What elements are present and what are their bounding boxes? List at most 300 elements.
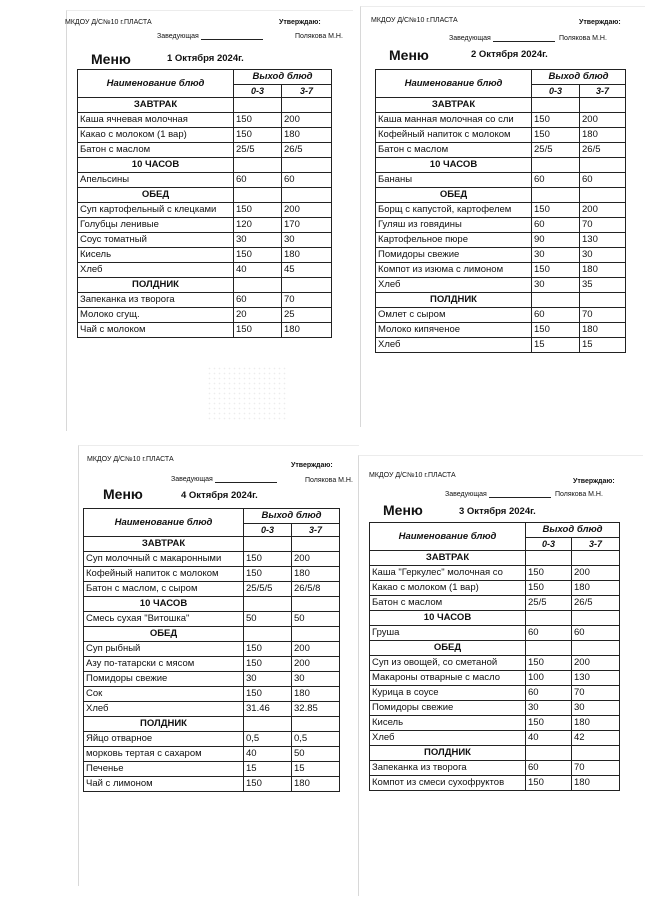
portion-0-3: 40 <box>526 731 572 746</box>
portion-3-7: 130 <box>580 233 626 248</box>
portion-3-7: 32.85 <box>292 702 340 717</box>
head-label: Заведующая <box>157 33 265 40</box>
dish-name: Какао с молоком (1 вар) <box>78 128 234 143</box>
portion-3-7: 200 <box>292 642 340 657</box>
approved-label: Утверждаю: <box>579 19 621 26</box>
portion-0-3: 150 <box>234 203 282 218</box>
section-row <box>84 717 340 732</box>
org-name: МКДОУ Д/С№10 г.ПЛАСТА <box>369 472 456 479</box>
menu-table <box>83 508 340 792</box>
empty-cell <box>580 158 626 173</box>
portion-0-3: 25/5 <box>526 596 572 611</box>
portion-0-3: 150 <box>526 581 572 596</box>
dish-name: Каша "Геркулес" молочная со <box>370 566 526 581</box>
dish-row <box>370 656 620 671</box>
dish-name: Хлеб <box>376 338 532 353</box>
portion-0-3: 150 <box>532 113 580 128</box>
dish-row <box>78 173 332 188</box>
portion-0-3: 150 <box>234 323 282 338</box>
dish-row <box>84 687 340 702</box>
dish-name: Суп молочный с макаронными <box>84 552 244 567</box>
section-title: 10 ЧАСОВ <box>370 611 526 626</box>
portion-3-7: 180 <box>292 777 340 792</box>
empty-cell <box>244 717 292 732</box>
head-label: Заведующая <box>449 35 557 42</box>
empty-cell <box>292 597 340 612</box>
dish-name: Кофейный напиток с молоком <box>376 128 532 143</box>
section-row <box>84 597 340 612</box>
menu-sheet-oct-4 <box>78 445 359 886</box>
section-title: 10 ЧАСОВ <box>84 597 244 612</box>
dish-name: Запеканка из творога <box>370 761 526 776</box>
empty-cell <box>580 293 626 308</box>
dish-row <box>370 671 620 686</box>
menu-sheet-oct-2 <box>360 6 645 427</box>
portion-3-7: 200 <box>282 203 332 218</box>
dish-row <box>84 612 340 627</box>
empty-cell <box>244 537 292 552</box>
dish-row <box>78 113 332 128</box>
age-group-0-3: 0-3 <box>532 85 580 98</box>
dish-row <box>84 567 340 582</box>
dish-name: Картофельное пюре <box>376 233 532 248</box>
dish-row <box>78 218 332 233</box>
dish-row <box>370 731 620 746</box>
head-name: Полякова М.Н. <box>555 491 603 498</box>
dish-name: Груша <box>370 626 526 641</box>
portion-3-7: 60 <box>580 173 626 188</box>
age-group-0-3: 0-3 <box>244 524 292 537</box>
portion-0-3: 150 <box>244 567 292 582</box>
portion-3-7: 70 <box>572 686 620 701</box>
dish-name: Кисель <box>78 248 234 263</box>
dish-row <box>84 552 340 567</box>
portion-3-7: 180 <box>580 323 626 338</box>
dish-name: Апельсины <box>78 173 234 188</box>
dish-row <box>376 113 626 128</box>
dish-name: Печенье <box>84 762 244 777</box>
menu-table <box>77 69 332 338</box>
org-name: МКДОУ Д/С№10 г.ПЛАСТА <box>371 17 458 24</box>
signature-line <box>215 476 277 483</box>
section-title: ЗАВТРАК <box>78 98 234 113</box>
portion-3-7: 200 <box>292 552 340 567</box>
portion-0-3: 30 <box>234 233 282 248</box>
section-row <box>84 537 340 552</box>
empty-cell <box>572 746 620 761</box>
signature-line <box>493 35 555 42</box>
dish-row <box>370 626 620 641</box>
portion-3-7: 45 <box>282 263 332 278</box>
portion-3-7: 26/5 <box>580 143 626 158</box>
section-title: ОБЕД <box>78 188 234 203</box>
dish-row <box>376 218 626 233</box>
portion-3-7: 180 <box>282 248 332 263</box>
menu-table <box>375 69 626 353</box>
portion-0-3: 150 <box>526 716 572 731</box>
dish-row <box>376 263 626 278</box>
empty-cell <box>532 293 580 308</box>
portion-0-3: 30 <box>532 248 580 263</box>
dish-name: Каша манная молочная со сли <box>376 113 532 128</box>
portion-3-7: 30 <box>292 672 340 687</box>
empty-cell <box>532 158 580 173</box>
dish-row <box>370 776 620 791</box>
portion-0-3: 30 <box>532 278 580 293</box>
header-row <box>376 70 626 85</box>
portion-3-7: 200 <box>282 113 332 128</box>
col-output-header: Выход блюд <box>234 70 332 85</box>
portion-3-7: 180 <box>282 323 332 338</box>
dish-name: Суп из овощей, со сметаной <box>370 656 526 671</box>
dish-name: Хлеб <box>78 263 234 278</box>
dish-row <box>376 248 626 263</box>
portion-0-3: 150 <box>244 657 292 672</box>
approved-label: Утверждаю: <box>279 19 321 26</box>
dish-row <box>370 686 620 701</box>
portion-3-7: 180 <box>292 567 340 582</box>
age-group-3-7: 3-7 <box>292 524 340 537</box>
col-dish-header: Наименование блюд <box>370 523 526 551</box>
dish-row <box>370 761 620 776</box>
dish-row <box>84 702 340 717</box>
org-name: МКДОУ Д/С№10 г.ПЛАСТА <box>87 456 174 463</box>
dish-row <box>78 263 332 278</box>
portion-3-7: 130 <box>572 671 620 686</box>
dish-row <box>370 596 620 611</box>
section-row <box>370 746 620 761</box>
dish-row <box>84 642 340 657</box>
dish-row <box>78 128 332 143</box>
dish-name: Яйцо отварное <box>84 732 244 747</box>
head-label: Заведующая <box>445 491 553 498</box>
dish-row <box>84 747 340 762</box>
dish-name: Хлеб <box>376 278 532 293</box>
section-row <box>370 641 620 656</box>
portion-0-3: 40 <box>234 263 282 278</box>
portion-0-3: 150 <box>244 552 292 567</box>
dish-name: Батон с маслом <box>370 596 526 611</box>
menu-sheet-oct-1 <box>66 10 353 431</box>
dish-name: Омлет с сыром <box>376 308 532 323</box>
dish-row <box>78 248 332 263</box>
dish-name: Макароны отварные с масло <box>370 671 526 686</box>
section-title: ОБЕД <box>84 627 244 642</box>
portion-3-7: 170 <box>282 218 332 233</box>
section-row <box>78 278 332 293</box>
portion-3-7: 30 <box>282 233 332 248</box>
dish-row <box>84 732 340 747</box>
portion-0-3: 15 <box>244 762 292 777</box>
portion-3-7: 25 <box>282 308 332 323</box>
portion-0-3: 20 <box>234 308 282 323</box>
dish-name: Бананы <box>376 173 532 188</box>
section-row <box>370 611 620 626</box>
dish-name: Запеканка из творога <box>78 293 234 308</box>
dish-row <box>370 581 620 596</box>
dish-row <box>84 777 340 792</box>
empty-cell <box>234 158 282 173</box>
dish-name: Молоко кипяченое <box>376 323 532 338</box>
dish-name: Кофейный напиток с молоком <box>84 567 244 582</box>
portion-3-7: 180 <box>572 776 620 791</box>
portion-0-3: 25/5 <box>234 143 282 158</box>
dish-row <box>376 308 626 323</box>
section-row <box>84 627 340 642</box>
dish-name: Суп рыбный <box>84 642 244 657</box>
empty-cell <box>292 717 340 732</box>
portion-3-7: 70 <box>580 218 626 233</box>
portion-3-7: 180 <box>292 687 340 702</box>
age-group-3-7: 3-7 <box>572 538 620 551</box>
dish-name: Помидоры свежие <box>370 701 526 716</box>
dish-name: Суп картофельный с клецками <box>78 203 234 218</box>
portion-0-3: 150 <box>234 248 282 263</box>
head-name: Полякова М.Н. <box>305 477 353 484</box>
portion-0-3: 60 <box>532 218 580 233</box>
col-dish-header: Наименование блюд <box>78 70 234 98</box>
dish-row <box>84 762 340 777</box>
age-group-0-3: 0-3 <box>526 538 572 551</box>
portion-3-7: 60 <box>572 626 620 641</box>
dish-row <box>370 566 620 581</box>
empty-cell <box>572 611 620 626</box>
portion-0-3: 150 <box>234 113 282 128</box>
dish-row <box>78 293 332 308</box>
portion-0-3: 31.46 <box>244 702 292 717</box>
dish-row <box>370 716 620 731</box>
approved-label: Утверждаю: <box>573 478 615 485</box>
dish-row <box>376 323 626 338</box>
empty-cell <box>292 627 340 642</box>
portion-0-3: 30 <box>244 672 292 687</box>
dish-name: Курица в соусе <box>370 686 526 701</box>
dish-row <box>84 657 340 672</box>
col-output-header: Выход блюд <box>244 509 340 524</box>
portion-0-3: 60 <box>526 761 572 776</box>
portion-3-7: 200 <box>292 657 340 672</box>
dish-name: Батон с маслом <box>78 143 234 158</box>
menu-title: Меню <box>383 502 423 518</box>
section-title: 10 ЧАСОВ <box>78 158 234 173</box>
portion-3-7: 15 <box>292 762 340 777</box>
portion-0-3: 150 <box>526 656 572 671</box>
portion-0-3: 150 <box>234 128 282 143</box>
empty-cell <box>572 551 620 566</box>
menu-date: 3 Октября 2024г. <box>459 506 536 517</box>
portion-0-3: 150 <box>244 777 292 792</box>
dish-name: Каша ячневая молочная <box>78 113 234 128</box>
dish-name: Компот из смеси сухофруктов <box>370 776 526 791</box>
empty-cell <box>532 188 580 203</box>
portion-0-3: 100 <box>526 671 572 686</box>
dish-row <box>376 143 626 158</box>
dish-row <box>78 143 332 158</box>
dish-row <box>376 173 626 188</box>
menu-table <box>369 522 620 791</box>
dish-row <box>78 233 332 248</box>
dish-row <box>78 308 332 323</box>
portion-0-3: 60 <box>526 686 572 701</box>
portion-0-3: 150 <box>244 642 292 657</box>
dish-name: Голубцы ленивые <box>78 218 234 233</box>
section-row <box>78 98 332 113</box>
section-title: 10 ЧАСОВ <box>376 158 532 173</box>
dish-name: Кисель <box>370 716 526 731</box>
menu-date: 1 Октября 2024г. <box>167 53 244 64</box>
col-output-header: Выход блюд <box>526 523 620 538</box>
header-row <box>84 509 340 524</box>
empty-cell <box>244 597 292 612</box>
portion-0-3: 15 <box>532 338 580 353</box>
empty-cell <box>526 551 572 566</box>
header-row <box>78 70 332 85</box>
col-output-header: Выход блюд <box>532 70 626 85</box>
head-name: Полякова М.Н. <box>559 35 607 42</box>
portion-3-7: 180 <box>580 128 626 143</box>
portion-0-3: 60 <box>234 293 282 308</box>
section-title: ЗАВТРАК <box>370 551 526 566</box>
portion-3-7: 180 <box>572 581 620 596</box>
dish-name: Сок <box>84 687 244 702</box>
empty-cell <box>282 98 332 113</box>
empty-cell <box>580 188 626 203</box>
portion-3-7: 26/5 <box>572 596 620 611</box>
age-group-3-7: 3-7 <box>580 85 626 98</box>
org-name: МКДОУ Д/С№10 г.ПЛАСТА <box>65 19 152 26</box>
signature-line <box>201 33 263 40</box>
portion-0-3: 50 <box>244 612 292 627</box>
portion-0-3: 150 <box>532 203 580 218</box>
menu-title: Меню <box>91 51 131 67</box>
empty-cell <box>572 641 620 656</box>
section-row <box>376 188 626 203</box>
portion-0-3: 0,5 <box>244 732 292 747</box>
portion-3-7: 42 <box>572 731 620 746</box>
dish-name: Компот из изюма с лимоном <box>376 263 532 278</box>
portion-3-7: 180 <box>580 263 626 278</box>
dish-row <box>78 323 332 338</box>
section-row <box>78 158 332 173</box>
dish-row <box>376 233 626 248</box>
empty-cell <box>234 188 282 203</box>
portion-3-7: 180 <box>282 128 332 143</box>
portion-3-7: 30 <box>580 248 626 263</box>
scan-noise <box>207 366 287 421</box>
portion-3-7: 15 <box>580 338 626 353</box>
empty-cell <box>282 278 332 293</box>
portion-0-3: 150 <box>532 128 580 143</box>
portion-3-7: 200 <box>572 656 620 671</box>
dish-name: Гуляш из говядины <box>376 218 532 233</box>
empty-cell <box>234 98 282 113</box>
dish-row <box>376 203 626 218</box>
menu-title: Меню <box>389 47 429 63</box>
section-title: ЗАВТРАК <box>376 98 532 113</box>
section-row <box>78 188 332 203</box>
dish-name: Помидоры свежие <box>376 248 532 263</box>
dish-row <box>376 338 626 353</box>
empty-cell <box>282 188 332 203</box>
portion-3-7: 50 <box>292 612 340 627</box>
section-row <box>376 293 626 308</box>
dish-name: Молоко сгущ. <box>78 308 234 323</box>
col-dish-header: Наименование блюд <box>84 509 244 537</box>
portion-3-7: 200 <box>580 113 626 128</box>
menu-date: 2 Октября 2024г. <box>471 49 548 60</box>
head-label: Заведующая <box>171 476 279 483</box>
signature-line <box>489 491 551 498</box>
empty-cell <box>526 746 572 761</box>
section-title: ПОЛДНИК <box>78 278 234 293</box>
portion-3-7: 180 <box>572 716 620 731</box>
section-row <box>376 98 626 113</box>
dish-name: Азу по-татарски с мясом <box>84 657 244 672</box>
section-title: ОБЕД <box>370 641 526 656</box>
dish-name: Смесь сухая "Витошка" <box>84 612 244 627</box>
portion-3-7: 200 <box>580 203 626 218</box>
portion-0-3: 90 <box>532 233 580 248</box>
section-row <box>376 158 626 173</box>
menu-sheet-oct-3 <box>358 455 643 896</box>
dish-name: Хлеб <box>84 702 244 717</box>
empty-cell <box>282 158 332 173</box>
section-title: ПОЛДНИК <box>376 293 532 308</box>
empty-cell <box>532 98 580 113</box>
dish-row <box>370 701 620 716</box>
empty-cell <box>526 611 572 626</box>
portion-0-3: 30 <box>526 701 572 716</box>
portion-0-3: 150 <box>532 323 580 338</box>
dish-name: Какао с молоком (1 вар) <box>370 581 526 596</box>
approved-label: Утверждаю: <box>291 462 333 469</box>
portion-3-7: 60 <box>282 173 332 188</box>
portion-0-3: 25/5 <box>532 143 580 158</box>
portion-0-3: 150 <box>532 263 580 278</box>
section-title: ПОЛДНИК <box>84 717 244 732</box>
dish-row <box>376 128 626 143</box>
empty-cell <box>526 641 572 656</box>
portion-0-3: 60 <box>532 308 580 323</box>
head-name: Полякова М.Н. <box>295 33 343 40</box>
dish-row <box>84 582 340 597</box>
dish-name: Чай с молоком <box>78 323 234 338</box>
section-title: ЗАВТРАК <box>84 537 244 552</box>
dish-name: Батон с маслом <box>376 143 532 158</box>
portion-3-7: 70 <box>580 308 626 323</box>
dish-name: Чай с лимоном <box>84 777 244 792</box>
empty-cell <box>292 537 340 552</box>
portion-0-3: 120 <box>234 218 282 233</box>
portion-0-3: 150 <box>244 687 292 702</box>
empty-cell <box>244 627 292 642</box>
col-dish-header: Наименование блюд <box>376 70 532 98</box>
dish-name: Борщ с капустой, картофелем <box>376 203 532 218</box>
portion-3-7: 70 <box>282 293 332 308</box>
portion-0-3: 150 <box>526 776 572 791</box>
dish-row <box>84 672 340 687</box>
section-title: ПОЛДНИК <box>370 746 526 761</box>
portion-3-7: 30 <box>572 701 620 716</box>
portion-0-3: 60 <box>532 173 580 188</box>
menu-date: 4 Октября 2024г. <box>181 490 258 501</box>
header-row <box>370 523 620 538</box>
dish-name: Батон с маслом, с сыром <box>84 582 244 597</box>
portion-0-3: 60 <box>234 173 282 188</box>
age-group-0-3: 0-3 <box>234 85 282 98</box>
portion-0-3: 25/5/5 <box>244 582 292 597</box>
dish-row <box>376 278 626 293</box>
